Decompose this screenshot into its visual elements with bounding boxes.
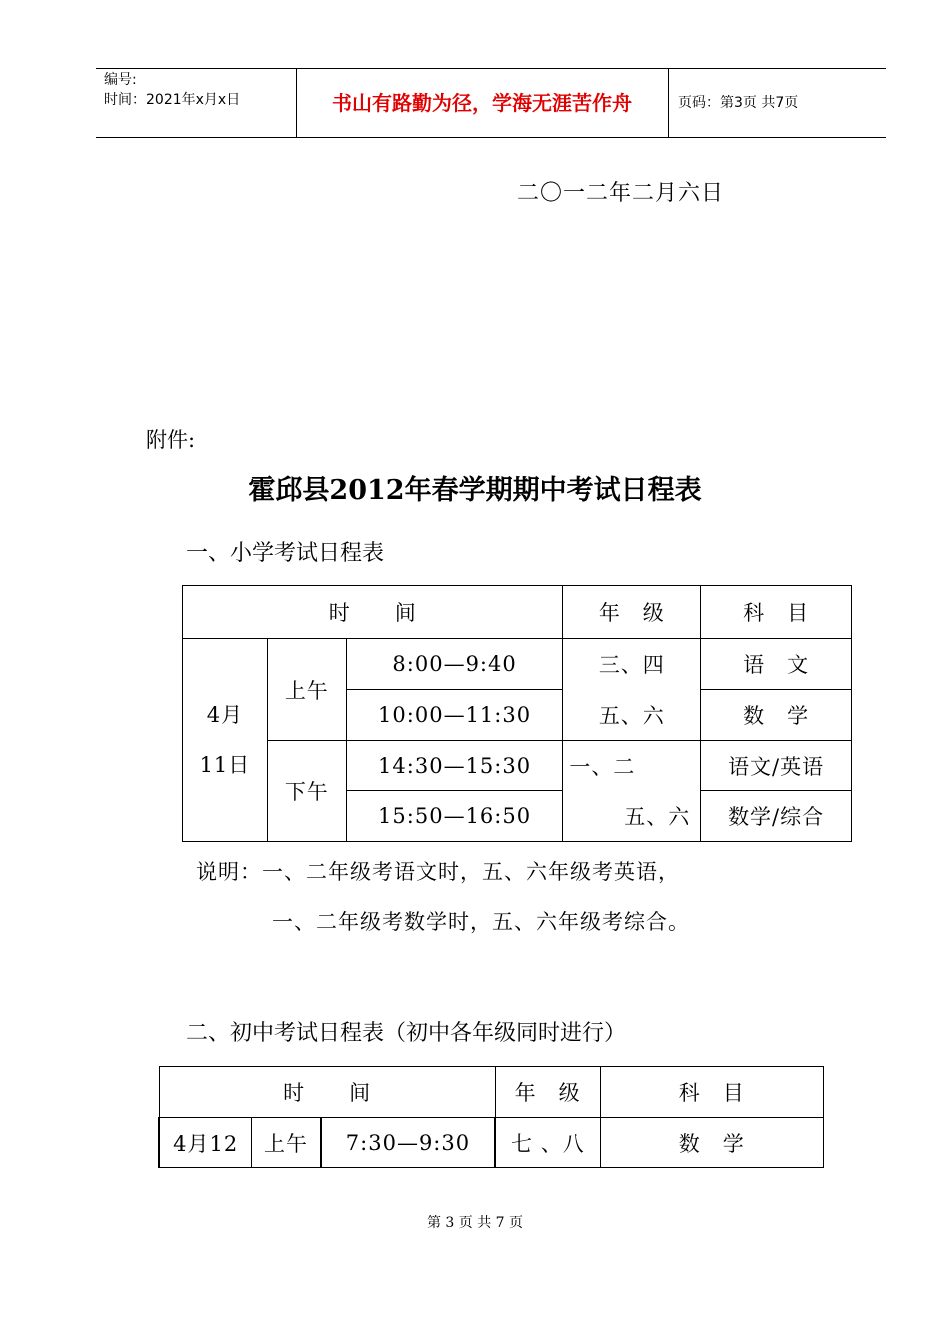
table-header-row <box>183 586 852 639</box>
grade-cell: 五、六 <box>563 791 701 842</box>
subject-cell: 数 学 <box>600 1118 823 1168</box>
attachment-label: 附件: <box>146 428 196 452</box>
table-row <box>159 1118 824 1168</box>
header-time: 时 间 <box>183 586 563 639</box>
page-header <box>96 68 886 138</box>
header-page-info: 页码：第3页 共7页 <box>678 95 799 111</box>
grade-cell: 七 、八 <box>495 1118 600 1168</box>
middle-schedule-table <box>158 1066 824 1168</box>
time-cell: 14:30—15:30 <box>346 741 563 791</box>
primary-heading: 一、小学考试日程表 <box>186 541 385 566</box>
day-cell <box>183 639 268 842</box>
header-subject: 科 目 <box>600 1067 823 1118</box>
table-row <box>183 639 852 690</box>
subject-cell: 数 学 <box>701 690 852 741</box>
header-time-label: 时间：2021年x月x日 <box>104 92 241 108</box>
day-date: 11日 <box>199 753 251 777</box>
primary-note-1: 说明：一、二年级考语文时，五、六年级考英语， <box>196 860 680 884</box>
date-line: 二〇一二年二月六日 <box>517 181 725 206</box>
pm-cell: 下午 <box>267 741 346 842</box>
middle-heading: 二、初中考试日程表（初中各年级同时进行） <box>186 1021 627 1046</box>
primary-schedule-table <box>182 585 852 842</box>
time-cell: 7:30—9:30 <box>321 1118 496 1168</box>
subject-cell: 语 文 <box>701 639 852 690</box>
subject-cell: 数学/综合 <box>701 791 852 842</box>
header-grade: 年 级 <box>563 586 701 639</box>
header-time: 时 间 <box>159 1067 495 1118</box>
header-grade: 年 级 <box>495 1067 600 1118</box>
date-cell: 4月12 <box>159 1118 252 1168</box>
time-cell: 15:50—16:50 <box>346 791 563 842</box>
grade-cell: 一、二 <box>563 741 701 791</box>
period-cell: 上午 <box>252 1118 321 1168</box>
primary-note-2: 一、二年级考数学时，五、六年级考综合。 <box>272 910 690 934</box>
header-subject: 科 目 <box>701 586 852 639</box>
day-month: 4月 <box>206 703 244 727</box>
table-row <box>183 741 852 791</box>
header-number-label: 编号: <box>104 72 137 88</box>
document-title: 霍邱县2012年春学期期中考试日程表 <box>248 475 702 506</box>
time-cell: 8:00—9:40 <box>346 639 563 690</box>
time-cell: 10:00—11:30 <box>346 690 563 741</box>
grade-cell: 三、四 <box>563 639 701 690</box>
grade-cell: 五、六 <box>563 690 701 741</box>
subject-cell: 语文/英语 <box>701 741 852 791</box>
table-header-row <box>159 1067 824 1118</box>
header-motto: 书山有路勤为径，学海无涯苦作舟 <box>296 69 669 137</box>
page-footer: 第 3 页 共 7 页 <box>426 1215 524 1231</box>
header-meta <box>96 69 297 137</box>
am-cell: 上午 <box>267 639 346 741</box>
